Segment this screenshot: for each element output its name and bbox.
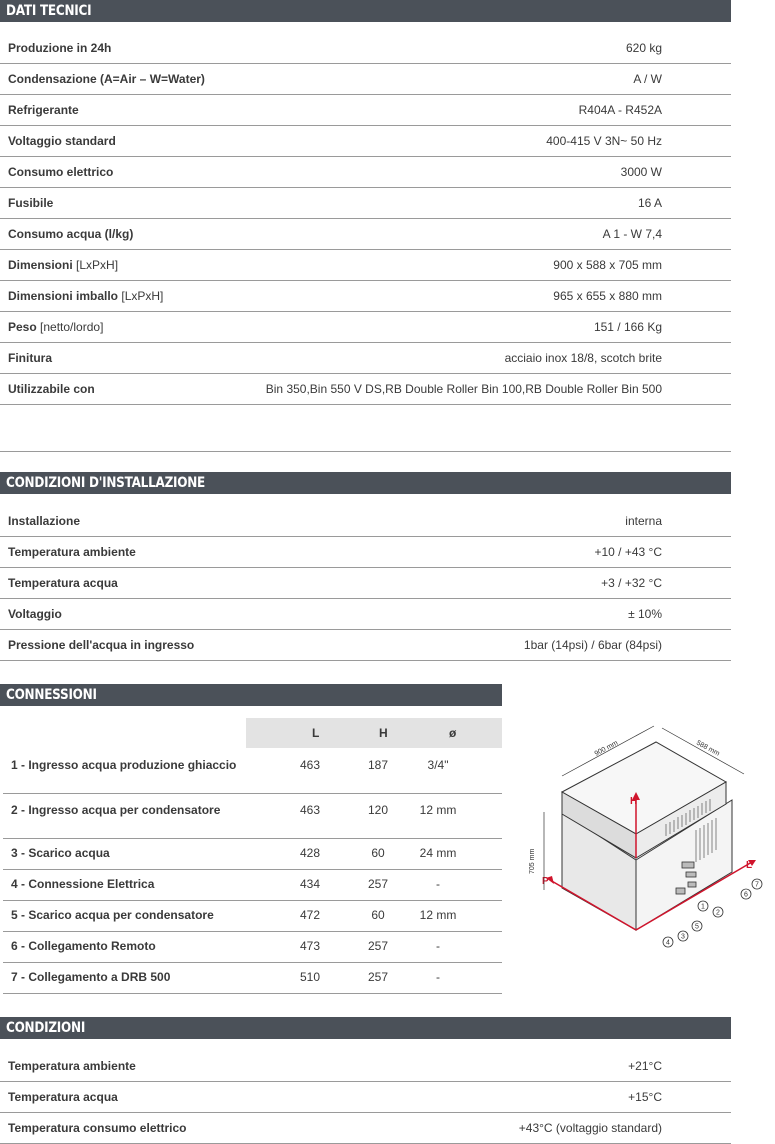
condizioni-table bbox=[0, 1051, 731, 1144]
condizioni-title: CONDIZIONI bbox=[6, 1020, 86, 1036]
connection-marker-number: 4 bbox=[666, 939, 670, 947]
connection-row bbox=[3, 870, 502, 901]
installazione-title: CONDIZIONI D'INSTALLAZIONE bbox=[6, 475, 206, 491]
spec-value: Bin 350,Bin 550 V DS,RB Double Roller Bin 100,RB Double Roller Bin 500 bbox=[265, 382, 662, 396]
spec-label bbox=[8, 374, 95, 404]
spec-label-text: Produzione in 24h bbox=[8, 41, 112, 55]
connessioni-table-header bbox=[3, 718, 502, 749]
spec-value: +15°C bbox=[628, 1090, 662, 1104]
spec-value: 1bar (14psi) / 6bar (84psi) bbox=[523, 638, 662, 652]
spec-label bbox=[8, 281, 163, 311]
spec-label-text: Dimensioni bbox=[8, 258, 73, 272]
spec-label-text: Temperatura ambiente bbox=[8, 545, 136, 559]
connessioni-table bbox=[3, 718, 502, 994]
dati-tecnici-title: DATI TECNICI bbox=[6, 3, 92, 19]
spec-value: A 1 - W 7,4 bbox=[602, 227, 662, 241]
column-h-header: H bbox=[379, 726, 388, 740]
connection-name: 7 - Collegamento a DRB 500 bbox=[11, 970, 171, 984]
axis-h-label: H bbox=[630, 796, 638, 807]
spec-unit: [LxPxH] bbox=[76, 258, 119, 272]
spec-label bbox=[8, 188, 53, 218]
spec-value: 965 x 655 x 880 mm bbox=[553, 289, 662, 303]
spec-label bbox=[8, 599, 62, 629]
width-dimension-label: 900 mm bbox=[593, 739, 620, 758]
connection-diameter-value: - bbox=[436, 970, 440, 984]
spec-row bbox=[0, 1051, 731, 1082]
spec-label bbox=[8, 64, 205, 94]
connection-h-value: 257 bbox=[367, 970, 389, 984]
spec-label-text: Voltaggio standard bbox=[8, 134, 116, 148]
spec-row bbox=[0, 630, 731, 661]
axis-l-label: L bbox=[746, 860, 753, 871]
connection-marker-7 bbox=[752, 879, 762, 889]
connessioni-header bbox=[0, 684, 502, 706]
spec-label bbox=[8, 126, 116, 156]
dati-tecnici-table bbox=[0, 33, 731, 405]
spec-value: +43°C (voltaggio standard) bbox=[518, 1121, 662, 1135]
connection-h-value: 120 bbox=[367, 803, 389, 817]
connection-row bbox=[3, 749, 502, 794]
spec-label-text: Finitura bbox=[8, 351, 52, 365]
spec-row bbox=[0, 506, 731, 537]
depth-dimension-label: 588 mm bbox=[695, 739, 721, 758]
spec-value: acciaio inox 18/8, scotch brite bbox=[504, 351, 662, 365]
connection-marker-number: 2 bbox=[716, 909, 720, 917]
spec-row bbox=[0, 1082, 731, 1113]
spec-label-text: Temperatura ambiente bbox=[8, 1059, 136, 1073]
spec-label bbox=[8, 95, 79, 125]
connection-row bbox=[3, 963, 502, 994]
machine-dimensions-diagram bbox=[516, 712, 772, 952]
connection-diameter-value: 12 mm bbox=[419, 908, 457, 922]
spec-label bbox=[8, 1082, 118, 1112]
connection-row bbox=[3, 839, 502, 870]
spec-row bbox=[0, 312, 731, 343]
spec-value: +10 / +43 °C bbox=[594, 545, 662, 559]
spec-label bbox=[8, 568, 118, 598]
spec-label bbox=[8, 312, 103, 342]
spec-row bbox=[0, 250, 731, 281]
connection-l-value: 463 bbox=[299, 803, 321, 817]
spec-label-text: Fusibile bbox=[8, 196, 54, 210]
spec-label-text: Consumo elettrico bbox=[8, 165, 114, 179]
spec-label-text: Installazione bbox=[8, 514, 81, 528]
spec-label-text: Consumo acqua (l/kg) bbox=[8, 227, 134, 241]
connection-name: 4 - Connessione Elettrica bbox=[11, 877, 155, 891]
dati-tecnici-header bbox=[0, 0, 731, 22]
spec-value: A / W bbox=[633, 72, 662, 86]
axis-p-label: P bbox=[542, 876, 549, 887]
connection-diameter-value: 24 mm bbox=[419, 846, 457, 860]
connection-diameter-value: 3/4" bbox=[427, 758, 449, 772]
connection-marker-number: 6 bbox=[744, 891, 748, 899]
connection-marker-4 bbox=[663, 937, 673, 947]
spec-value: +3 / +32 °C bbox=[601, 576, 662, 590]
spec-row bbox=[0, 157, 731, 188]
connection-l-value: 472 bbox=[299, 908, 321, 922]
spec-value: 3000 W bbox=[620, 165, 662, 179]
connection-diameter-value: - bbox=[436, 877, 440, 891]
connection-marker-1 bbox=[698, 901, 708, 911]
spec-label bbox=[8, 157, 113, 187]
connection-l-value: 463 bbox=[299, 758, 321, 772]
condizioni-header bbox=[0, 1017, 731, 1039]
connection-row bbox=[3, 794, 502, 839]
connection-name: 5 - Scarico acqua per condensatore bbox=[11, 908, 214, 922]
connection-marker-number: 7 bbox=[755, 881, 759, 889]
spec-label-text: Utilizzabile con bbox=[8, 382, 95, 396]
spec-label-text: Voltaggio bbox=[8, 607, 62, 621]
spec-label-text: Temperatura acqua bbox=[8, 1090, 118, 1104]
spec-row bbox=[0, 95, 731, 126]
installazione-header bbox=[0, 472, 731, 494]
connection-diameter-value: - bbox=[436, 939, 440, 953]
spec-row bbox=[0, 64, 731, 95]
spec-row bbox=[0, 126, 731, 157]
spec-label bbox=[8, 250, 118, 280]
connection-l-value: 434 bbox=[299, 877, 321, 891]
connection-l-value: 473 bbox=[299, 939, 321, 953]
connection-l-value: 428 bbox=[299, 846, 321, 860]
spec-row bbox=[0, 33, 731, 64]
spec-value: R404A - R452A bbox=[578, 103, 662, 117]
connection-marker-2 bbox=[713, 907, 723, 917]
spec-label bbox=[8, 1113, 187, 1143]
connection-marker-6 bbox=[741, 889, 751, 899]
height-dimension-label: 705 mm bbox=[529, 848, 536, 874]
spec-value: 16 A bbox=[637, 196, 662, 210]
spec-label bbox=[8, 537, 136, 567]
connection-marker-number: 1 bbox=[701, 903, 705, 911]
connessioni-title: CONNESSIONI bbox=[6, 687, 97, 703]
connection-marker-number: 3 bbox=[681, 933, 685, 941]
connection-diameter-value: 12 mm bbox=[419, 803, 457, 817]
spec-value: 151 / 166 Kg bbox=[593, 320, 662, 334]
connection-name: 2 - Ingresso acqua per condensatore bbox=[11, 803, 221, 817]
spec-label bbox=[8, 506, 80, 536]
connection-l-value: 510 bbox=[299, 970, 321, 984]
spec-label-text: Peso bbox=[8, 320, 37, 334]
connection-marker-3 bbox=[678, 931, 688, 941]
spec-value: interna bbox=[625, 514, 662, 528]
connection-marker-number: 5 bbox=[695, 923, 699, 931]
dati-tecnici-end-rule bbox=[0, 451, 731, 452]
spec-row bbox=[0, 281, 731, 312]
connection-h-value: 257 bbox=[367, 939, 389, 953]
spec-label bbox=[8, 219, 133, 249]
column-l-header: L bbox=[312, 726, 320, 740]
spec-label bbox=[8, 1051, 136, 1081]
spec-label-text: Dimensioni imballo bbox=[8, 289, 119, 303]
spec-value: +21°C bbox=[628, 1059, 662, 1073]
spec-row bbox=[0, 568, 731, 599]
spec-value: 400-415 V 3N~ 50 Hz bbox=[546, 134, 662, 148]
connection-h-value: 187 bbox=[367, 758, 389, 772]
spec-label-text: Refrigerante bbox=[8, 103, 79, 117]
connection-h-value: 60 bbox=[371, 908, 385, 922]
spec-label-text: Pressione dell'acqua in ingresso bbox=[8, 638, 195, 652]
spec-label bbox=[8, 343, 52, 373]
connection-marker-5 bbox=[692, 921, 702, 931]
spec-row bbox=[0, 188, 731, 219]
spec-row bbox=[0, 1113, 731, 1144]
spec-label-text: Temperatura acqua bbox=[8, 576, 118, 590]
installazione-table bbox=[0, 506, 731, 661]
spec-value: ± 10% bbox=[628, 607, 662, 621]
spec-label-text: Condensazione (A=Air – W=Water) bbox=[8, 72, 205, 86]
spec-row bbox=[0, 343, 731, 374]
spec-value: 900 x 588 x 705 mm bbox=[553, 258, 662, 272]
spec-label bbox=[8, 33, 111, 63]
connection-h-value: 60 bbox=[371, 846, 385, 860]
spec-value: 620 kg bbox=[625, 41, 662, 55]
connessioni-header-shade bbox=[246, 718, 502, 748]
connection-name: 3 - Scarico acqua bbox=[11, 846, 110, 860]
connection-h-value: 257 bbox=[367, 877, 389, 891]
connection-name: 6 - Collegamento Remoto bbox=[11, 939, 156, 953]
column-diameter-header: ø bbox=[449, 726, 457, 740]
spec-row bbox=[0, 219, 731, 250]
spec-unit: [netto/lordo] bbox=[40, 320, 104, 334]
spec-unit: [LxPxH] bbox=[121, 289, 164, 303]
spec-row bbox=[0, 537, 731, 568]
connection-row bbox=[3, 932, 502, 963]
connection-row bbox=[3, 901, 502, 932]
spec-row bbox=[0, 374, 731, 405]
spec-row bbox=[0, 599, 731, 630]
spec-label bbox=[8, 630, 194, 660]
spec-label-text: Temperatura consumo elettrico bbox=[8, 1121, 187, 1135]
connection-name: 1 - Ingresso acqua produzione ghiaccio bbox=[11, 758, 237, 772]
